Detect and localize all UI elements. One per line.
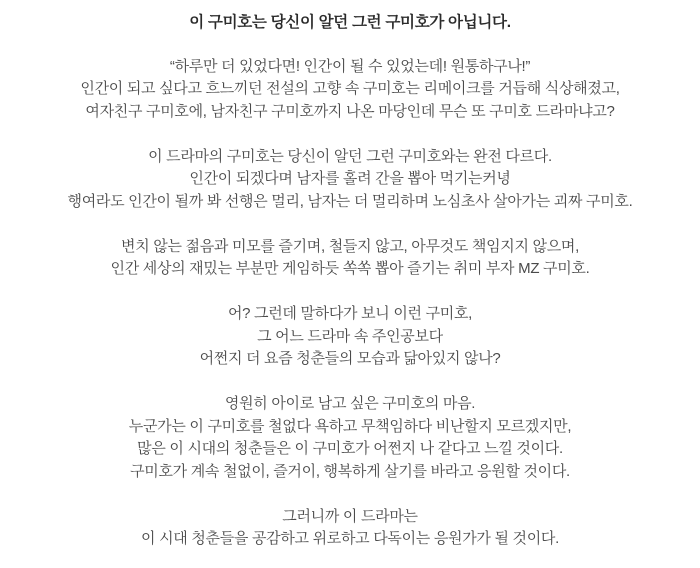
text-line: 많은 이 시대의 청춘들은 이 구미호가 어쩐지 나 같다고 느낄 것이다.: [137, 440, 563, 457]
text-line: 구미호가 계속 철없이, 즐거이, 행복하게 살기를 바라고 응원할 것이다.: [130, 462, 570, 480]
text-line: 이 시대 청춘들을 공감하고 위로하고 다독이는 응원가가 될 것이다.: [141, 530, 559, 547]
paragraph-conclusion: [0, 506, 700, 551]
text-line: 행여라도 인간이 될까 봐 선행은 멀리, 남자는 더 멀리하며 노심초사 살아가는 괴짜 구미호.: [67, 192, 633, 210]
text-line: 그 어느 드라마 속 주인공보다: [257, 327, 443, 345]
page-title: 이 구미호는 당신이 알던 그런 구미호가 아닙니다.: [189, 14, 511, 31]
text-line: 변치 않는 젊음과 미모를 즐기며, 철들지 않고, 아무것도 책임지지 않으며,: [121, 237, 579, 255]
text-line: 여자친구 구미호에, 남자친구 구미호까지 나온 마당인데 무슨 또 구미호 드라마냐고?: [85, 102, 615, 120]
text-line: 인간이 되고 싶다고 흐느끼던 전설의 고향 속 구미호는 리메이크를 거듭해 식상해졌고,: [80, 80, 620, 97]
text-line: 어? 그런데 말하다가 보니 이런 구미호,: [227, 305, 473, 322]
clipped-text-remnant: [428, 0, 503, 4]
paragraph-mz-gumiho: [0, 236, 700, 281]
text-line: “하루만 더 있었다면! 인간이 될 수 있었는데! 원통하구나!”: [169, 57, 531, 75]
text-line: 인간이 되겠다며 남자를 홀려 간을 뽑아 먹기는커녕: [189, 170, 511, 187]
text-line: 어쩐지 더 요즘 청춘들의 모습과 닮아있지 않나?: [199, 350, 501, 367]
text-line: 누군가는 이 구미호를 철없다 욕하고 무책임하다 비난할지 모르겠지만,: [128, 417, 572, 435]
text-line: 그러니까 이 드라마는: [282, 507, 418, 525]
text-line: 인간 세상의 재밌는 부분만 게임하듯 쏙쏙 뽑아 즐기는 취미 부자 MZ 구미호.: [110, 260, 590, 277]
text-line: 이 드라마의 구미호는 당신이 알던 그런 구미호와는 완전 다르다.: [148, 147, 552, 165]
text-line: 영원히 아이로 남고 싶은 구미호의 마음.: [224, 395, 476, 412]
paragraph-forever-child: [0, 393, 700, 483]
paragraph-different-gumiho: [0, 146, 700, 214]
paragraph-resembles-youth: [0, 303, 700, 371]
paragraph-quote: [0, 56, 700, 124]
